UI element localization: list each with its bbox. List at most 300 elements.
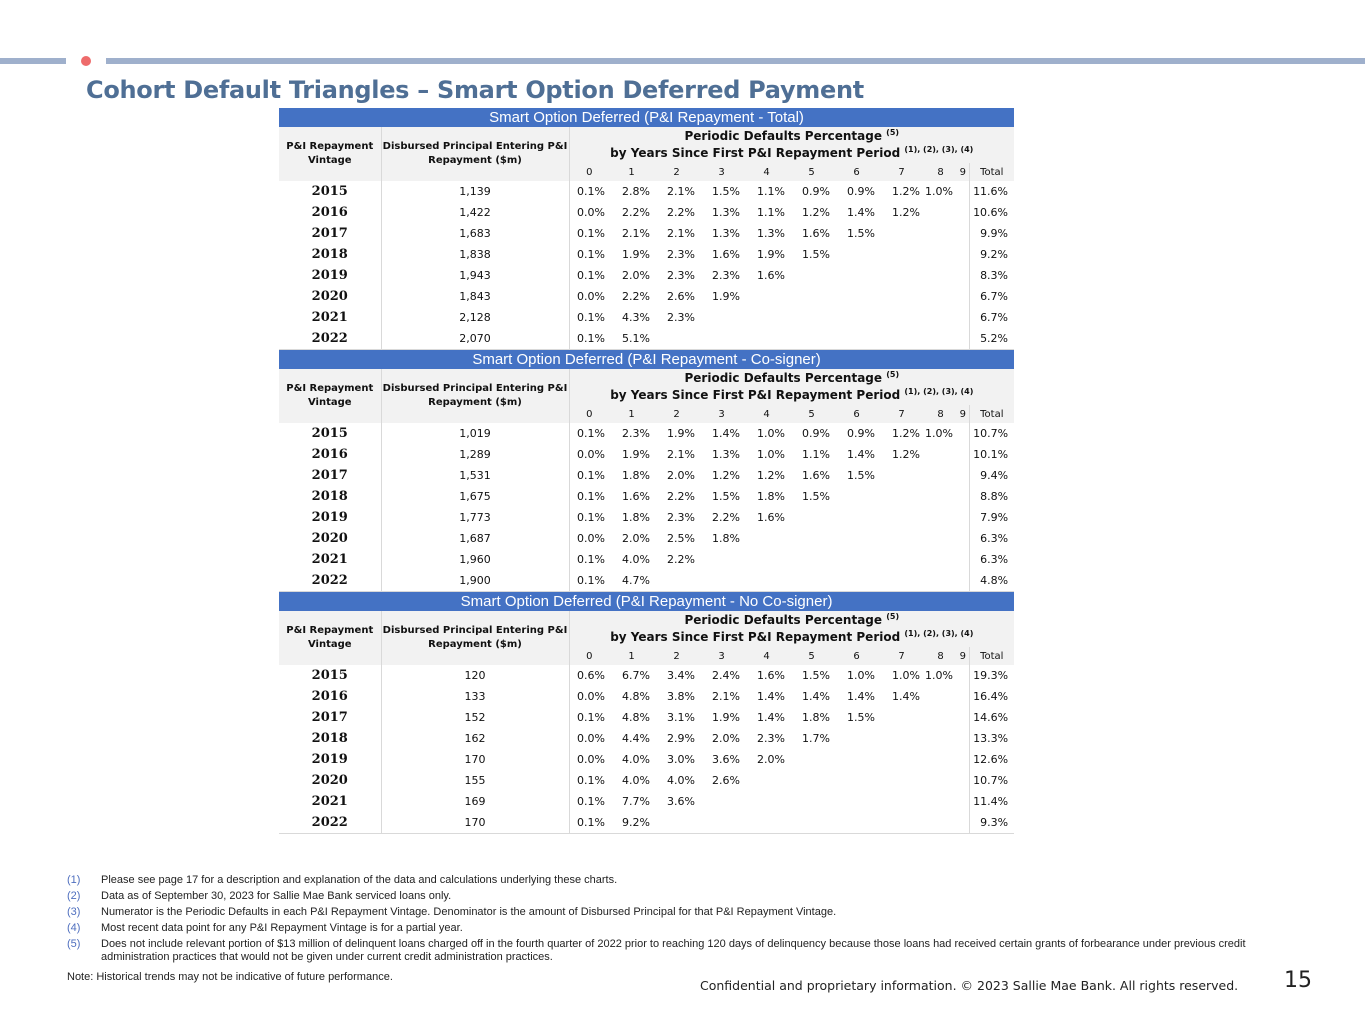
- year-column-header: 4: [744, 163, 789, 181]
- footnote-text: Most recent data point for any P&I Repayment Vintage is for a partial year.: [101, 922, 463, 934]
- default-pct-cell: [744, 570, 789, 592]
- year-column-header: 8: [924, 405, 957, 423]
- default-pct-cell: 4.7%: [609, 570, 654, 592]
- default-pct-cell: [924, 507, 957, 528]
- default-pct-cell: [957, 570, 969, 592]
- default-pct-cell: [957, 202, 969, 223]
- table-banner-row: [279, 108, 1014, 127]
- default-pct-cell: [744, 549, 789, 570]
- default-pct-cell: [879, 465, 924, 486]
- default-pct-cell: 1.8%: [757, 490, 785, 503]
- total-column-header: Total: [969, 647, 1014, 665]
- default-pct-cell: [879, 549, 924, 570]
- table-row: [279, 749, 1014, 770]
- principal-cell: 1,289: [381, 444, 569, 465]
- default-pct-cell: [834, 244, 879, 265]
- total-pct-cell: 10.7%: [969, 423, 1014, 444]
- default-pct-cell: 1.1%: [757, 206, 785, 219]
- default-pct-cell: [957, 728, 969, 749]
- footnote-5: [67, 938, 1307, 964]
- default-pct-cell: [789, 328, 834, 350]
- default-pct-cell: 2.6%: [712, 774, 740, 787]
- table-header-row: [279, 127, 1014, 163]
- default-pct-cell: [924, 791, 957, 812]
- vintage-cell: 2017: [279, 465, 381, 486]
- default-pct-cell: [957, 665, 969, 686]
- default-pct-cell: 2.3%: [757, 732, 785, 745]
- default-pct-cell: 0.9%: [802, 427, 830, 440]
- table-row: [279, 707, 1014, 728]
- year-column-header: 7: [879, 405, 924, 423]
- periodic-defaults-title: [570, 612, 1015, 629]
- principal-cell: 170: [381, 749, 569, 770]
- total-pct-cell: 9.3%: [969, 812, 1014, 834]
- year-column-header: 2: [654, 405, 699, 423]
- default-pct-cell: 0.9%: [847, 427, 875, 440]
- default-pct-cell: 1.4%: [847, 448, 875, 461]
- default-pct-cell: [834, 812, 879, 834]
- footnote-ref: (1), (2), (3), (4): [904, 629, 974, 638]
- default-pct-cell: [924, 812, 957, 834]
- vintage-column-header: P&I Repayment Vintage: [279, 369, 381, 423]
- vintage-cell: 2021: [279, 791, 381, 812]
- vintage-cell: 2021: [279, 307, 381, 328]
- principal-cell: 170: [381, 812, 569, 834]
- total-pct-cell: 10.1%: [969, 444, 1014, 465]
- vintage-cell: 2019: [279, 749, 381, 770]
- default-pct-cell: 0.0%: [577, 206, 605, 219]
- vintage-cell: 2016: [279, 444, 381, 465]
- default-pct-cell: 1.6%: [757, 511, 785, 524]
- default-pct-cell: [879, 770, 924, 791]
- default-pct-cell: [654, 570, 699, 592]
- default-pct-cell: [957, 812, 969, 834]
- top-rule-left: [0, 58, 66, 64]
- table-banner: Smart Option Deferred (P&I Repayment - No Co-signer): [279, 592, 1014, 611]
- default-pct-cell: [744, 812, 789, 834]
- footnote-text: Numerator is the Periodic Defaults in each P&I Repayment Vintage. Denominator is the amount of Disbursed Principal for that P&I Repayment Vintage.: [101, 906, 837, 918]
- periodic-defaults-header: [569, 369, 1014, 405]
- default-pct-cell: 7.7%: [622, 795, 650, 808]
- default-pct-cell: [957, 181, 969, 202]
- top-rule-right: [106, 58, 1365, 64]
- total-pct-cell: 9.9%: [969, 223, 1014, 244]
- default-pct-cell: [789, 749, 834, 770]
- year-column-header: 5: [789, 405, 834, 423]
- default-pct-cell: [957, 686, 969, 707]
- default-pct-cell: [957, 528, 969, 549]
- year-column-header: 5: [789, 647, 834, 665]
- default-pct-cell: 2.0%: [622, 532, 650, 545]
- year-column-header: 3: [699, 405, 744, 423]
- default-pct-cell: [834, 728, 879, 749]
- periodic-defaults-subtitle: [570, 387, 1015, 404]
- default-pct-cell: 2.1%: [667, 227, 695, 240]
- total-pct-cell: 10.6%: [969, 202, 1014, 223]
- footnote-ref: (1), (2), (3), (4): [904, 145, 974, 154]
- default-pct-cell: [957, 244, 969, 265]
- principal-cell: 1,687: [381, 528, 569, 549]
- default-pct-cell: 3.6%: [712, 753, 740, 766]
- default-pct-cell: [834, 749, 879, 770]
- table-row: [279, 328, 1014, 350]
- default-pct-cell: [924, 465, 957, 486]
- year-column-header: 6: [834, 405, 879, 423]
- table-row: [279, 728, 1014, 749]
- default-pct-cell: [834, 770, 879, 791]
- default-pct-cell: [924, 749, 957, 770]
- default-pct-cell: [957, 265, 969, 286]
- default-pct-cell: [924, 202, 957, 223]
- year-column-header: 9: [957, 405, 969, 423]
- default-pct-cell: [924, 444, 957, 465]
- default-pct-cell: [834, 791, 879, 812]
- default-pct-cell: [744, 286, 789, 307]
- vintage-cell: 2022: [279, 812, 381, 834]
- default-pct-cell: 4.4%: [622, 732, 650, 745]
- table-row: [279, 486, 1014, 507]
- year-column-header: 6: [834, 647, 879, 665]
- default-pct-cell: [699, 307, 744, 328]
- default-pct-cell: 1.2%: [892, 206, 920, 219]
- default-pct-cell: 1.5%: [847, 711, 875, 724]
- default-pct-cell: 1.2%: [892, 448, 920, 461]
- footnote-text: Please see page 17 for a description and explanation of the data and calculations underlying these charts.: [101, 874, 618, 886]
- default-pct-cell: [924, 549, 957, 570]
- default-pct-cell: [744, 328, 789, 350]
- year-column-header: 0: [569, 405, 609, 423]
- default-pct-cell: 1.6%: [757, 669, 785, 682]
- footnote-ref: (5): [886, 128, 900, 137]
- default-pct-cell: 1.3%: [757, 227, 785, 240]
- periodic-defaults-title-text: Periodic Defaults Percentage: [684, 613, 887, 627]
- table-row: [279, 570, 1014, 592]
- default-pct-cell: 4.0%: [622, 553, 650, 566]
- default-pct-cell: [879, 307, 924, 328]
- default-pct-cell: 4.0%: [622, 774, 650, 787]
- table-row: [279, 665, 1014, 686]
- default-pct-cell: [789, 286, 834, 307]
- total-pct-cell: 4.8%: [969, 570, 1014, 592]
- default-pct-cell: 0.1%: [577, 490, 605, 503]
- periodic-defaults-subtitle-text: by Years Since First P&I Repayment Period: [610, 630, 905, 644]
- default-pct-cell: [879, 486, 924, 507]
- vintage-cell: 2016: [279, 686, 381, 707]
- year-column-header: 2: [654, 163, 699, 181]
- vintage-cell: 2016: [279, 202, 381, 223]
- principal-cell: 1,773: [381, 507, 569, 528]
- table-banner: Smart Option Deferred (P&I Repayment - Total): [279, 108, 1014, 127]
- default-pct-cell: 2.9%: [667, 732, 695, 745]
- default-pct-cell: 1.5%: [712, 490, 740, 503]
- default-pct-cell: 3.8%: [667, 690, 695, 703]
- year-column-header: 9: [957, 163, 969, 181]
- default-pct-cell: 1.4%: [757, 690, 785, 703]
- default-pct-cell: 1.2%: [712, 469, 740, 482]
- default-pct-cell: 1.9%: [622, 448, 650, 461]
- default-pct-cell: [699, 570, 744, 592]
- default-pct-cell: [879, 528, 924, 549]
- default-pct-cell: 2.1%: [712, 690, 740, 703]
- default-pct-cell: [789, 791, 834, 812]
- table-row: [279, 791, 1014, 812]
- default-pct-cell: 0.1%: [577, 774, 605, 787]
- principal-cell: 162: [381, 728, 569, 749]
- total-pct-cell: 8.8%: [969, 486, 1014, 507]
- page-title: Cohort Default Triangles – Smart Option Deferred Payment: [86, 76, 864, 104]
- default-pct-cell: 2.2%: [712, 511, 740, 524]
- default-pct-cell: 1.4%: [802, 690, 830, 703]
- total-pct-cell: 11.4%: [969, 791, 1014, 812]
- default-pct-cell: 2.2%: [667, 553, 695, 566]
- footnote-1: [67, 874, 1307, 887]
- default-pct-cell: 0.1%: [577, 227, 605, 240]
- default-pct-cell: [957, 486, 969, 507]
- default-pct-cell: 2.3%: [667, 248, 695, 261]
- default-pct-cell: 2.3%: [622, 427, 650, 440]
- total-pct-cell: 11.6%: [969, 181, 1014, 202]
- default-pct-cell: [924, 244, 957, 265]
- default-pct-cell: [924, 486, 957, 507]
- footnote-ref: (5): [886, 612, 900, 621]
- default-pct-cell: 1.9%: [757, 248, 785, 261]
- default-pct-cell: 2.3%: [667, 511, 695, 524]
- default-pct-cell: [879, 223, 924, 244]
- vintage-column-header: P&I Repayment Vintage: [279, 611, 381, 665]
- default-pct-cell: [957, 507, 969, 528]
- vintage-cell: 2020: [279, 286, 381, 307]
- default-pct-cell: [924, 707, 957, 728]
- default-pct-cell: 0.0%: [577, 753, 605, 766]
- default-pct-cell: 0.1%: [577, 511, 605, 524]
- year-column-header: 4: [744, 647, 789, 665]
- default-pct-cell: [789, 570, 834, 592]
- principal-column-header: Disbursed Principal Entering P&I Repayment ($m): [381, 369, 569, 423]
- default-pct-cell: 2.0%: [667, 469, 695, 482]
- page-number: 15: [1284, 968, 1312, 993]
- periodic-defaults-header: [569, 611, 1014, 647]
- table-banner-row: [279, 592, 1014, 611]
- principal-cell: 120: [381, 665, 569, 686]
- vintage-cell: 2017: [279, 223, 381, 244]
- year-column-header: 1: [609, 163, 654, 181]
- footnote-3: [67, 906, 1307, 919]
- principal-cell: 2,128: [381, 307, 569, 328]
- default-pct-cell: 1.5%: [847, 469, 875, 482]
- default-pct-cell: [879, 507, 924, 528]
- default-pct-cell: 1.7%: [802, 732, 830, 745]
- total-pct-cell: 19.3%: [969, 665, 1014, 686]
- default-pct-cell: [879, 328, 924, 350]
- periodic-defaults-subtitle: [570, 629, 1015, 646]
- footnote-2: [67, 890, 1307, 903]
- year-column-header: 1: [609, 647, 654, 665]
- year-column-header: 4: [744, 405, 789, 423]
- default-pct-cell: [789, 770, 834, 791]
- footnote-number: (2): [67, 890, 81, 902]
- disclaimer-note: Note: Historical trends may not be indicative of future performance.: [67, 971, 393, 983]
- default-pct-cell: 2.0%: [712, 732, 740, 745]
- year-column-header: 7: [879, 647, 924, 665]
- principal-cell: 1,139: [381, 181, 569, 202]
- year-column-header: 5: [789, 163, 834, 181]
- default-pct-cell: [699, 549, 744, 570]
- default-pct-cell: 5.1%: [609, 328, 654, 350]
- default-pct-cell: 0.1%: [569, 570, 609, 592]
- default-pct-cell: 1.2%: [892, 185, 920, 198]
- default-pct-cell: 0.1%: [577, 711, 605, 724]
- default-pct-cell: 1.5%: [802, 248, 830, 261]
- principal-cell: 1,675: [381, 486, 569, 507]
- default-pct-cell: 1.9%: [712, 290, 740, 303]
- default-pct-cell: 1.2%: [757, 469, 785, 482]
- default-pct-cell: [957, 465, 969, 486]
- vintage-cell: 2019: [279, 265, 381, 286]
- total-pct-cell: 9.2%: [969, 244, 1014, 265]
- total-pct-cell: 10.7%: [969, 770, 1014, 791]
- default-pct-cell: 1.2%: [802, 206, 830, 219]
- principal-cell: 2,070: [381, 328, 569, 350]
- default-pct-cell: [957, 223, 969, 244]
- default-pct-cell: [879, 286, 924, 307]
- default-pct-cell: [834, 265, 879, 286]
- default-pct-cell: [744, 770, 789, 791]
- default-pct-cell: 1.2%: [892, 427, 920, 440]
- default-pct-cell: 2.0%: [622, 269, 650, 282]
- periodic-defaults-title: [570, 370, 1015, 387]
- default-pct-cell: 3.6%: [667, 795, 695, 808]
- default-pct-cell: [834, 328, 879, 350]
- footnote-number: (1): [67, 874, 81, 886]
- default-pct-cell: 1.6%: [802, 469, 830, 482]
- default-pct-cell: 1.6%: [802, 227, 830, 240]
- default-pct-cell: [924, 307, 957, 328]
- default-pct-cell: [924, 686, 957, 707]
- default-pct-cell: 2.2%: [667, 490, 695, 503]
- default-pct-cell: 0.1%: [577, 185, 605, 198]
- default-pct-cell: 0.1%: [577, 553, 605, 566]
- principal-cell: 169: [381, 791, 569, 812]
- default-pct-cell: [957, 770, 969, 791]
- default-pct-cell: 3.1%: [667, 711, 695, 724]
- default-pct-cell: 2.5%: [667, 532, 695, 545]
- default-pct-cell: 0.0%: [577, 290, 605, 303]
- periodic-defaults-title: [570, 128, 1015, 145]
- default-pct-cell: 1.4%: [892, 690, 920, 703]
- default-pct-cell: 4.8%: [622, 690, 650, 703]
- default-pct-cell: 2.3%: [667, 269, 695, 282]
- default-pct-cell: 0.0%: [577, 690, 605, 703]
- default-pct-cell: 2.4%: [712, 669, 740, 682]
- default-pct-cell: 1.8%: [622, 469, 650, 482]
- default-pct-cell: 0.1%: [569, 328, 609, 350]
- vintage-cell: 2018: [279, 486, 381, 507]
- default-pct-cell: [699, 812, 744, 834]
- default-pct-cell: 2.2%: [622, 290, 650, 303]
- table-row: [279, 307, 1014, 328]
- default-pct-cell: 1.3%: [712, 206, 740, 219]
- periodic-defaults-title-text: Periodic Defaults Percentage: [684, 371, 887, 385]
- principal-cell: 1,838: [381, 244, 569, 265]
- default-pct-cell: 0.1%: [577, 269, 605, 282]
- default-pct-cell: 1.0%: [892, 669, 920, 682]
- total-pct-cell: 12.6%: [969, 749, 1014, 770]
- principal-cell: 133: [381, 686, 569, 707]
- total-pct-cell: 8.3%: [969, 265, 1014, 286]
- year-column-header: 3: [699, 647, 744, 665]
- year-column-header: 7: [879, 163, 924, 181]
- table-banner-row: [279, 350, 1014, 369]
- total-pct-cell: 14.6%: [969, 707, 1014, 728]
- year-column-header: 9: [957, 647, 969, 665]
- footnote-text: Data as of September 30, 2023 for Sallie Mae Bank serviced loans only.: [101, 890, 452, 902]
- confidentiality-notice: Confidential and proprietary information. © 2023 Sallie Mae Bank. All rights reserved.: [700, 978, 1239, 993]
- default-pct-cell: 1.9%: [667, 427, 695, 440]
- default-pct-cell: 1.5%: [712, 185, 740, 198]
- default-pct-cell: 1.4%: [712, 427, 740, 440]
- default-pct-cell: [744, 791, 789, 812]
- table-row: [279, 528, 1014, 549]
- default-pct-cell: [699, 328, 744, 350]
- vintage-cell: 2020: [279, 528, 381, 549]
- default-pct-cell: [957, 423, 969, 444]
- default-pct-cell: 1.6%: [712, 248, 740, 261]
- table-row: [279, 812, 1014, 834]
- default-pct-cell: [879, 728, 924, 749]
- vintage-cell: 2019: [279, 507, 381, 528]
- default-pct-cell: 1.8%: [712, 532, 740, 545]
- default-pct-cell: 1.0%: [925, 427, 953, 440]
- total-pct-cell: 6.3%: [969, 549, 1014, 570]
- default-pct-cell: [879, 570, 924, 592]
- default-pct-cell: 1.1%: [757, 185, 785, 198]
- default-pct-cell: [957, 707, 969, 728]
- default-pct-cell: 0.1%: [577, 248, 605, 261]
- default-pct-cell: 2.2%: [622, 206, 650, 219]
- default-pct-cell: 2.3%: [667, 311, 695, 324]
- default-pct-cell: 1.0%: [757, 427, 785, 440]
- total-pct-cell: 16.4%: [969, 686, 1014, 707]
- cohort-table-1: [279, 108, 1014, 350]
- default-pct-cell: [879, 265, 924, 286]
- principal-cell: 155: [381, 770, 569, 791]
- table-header-row: [279, 369, 1014, 405]
- principal-cell: 1,900: [381, 570, 569, 592]
- default-pct-cell: [879, 707, 924, 728]
- default-pct-cell: 1.0%: [847, 669, 875, 682]
- vintage-cell: 2018: [279, 244, 381, 265]
- default-pct-cell: 1.6%: [622, 490, 650, 503]
- principal-cell: 1,843: [381, 286, 569, 307]
- default-pct-cell: 0.1%: [577, 795, 605, 808]
- default-pct-cell: 4.0%: [667, 774, 695, 787]
- default-pct-cell: 0.0%: [577, 532, 605, 545]
- default-pct-cell: [789, 549, 834, 570]
- default-pct-cell: [834, 528, 879, 549]
- default-pct-cell: [957, 791, 969, 812]
- table-row: [279, 465, 1014, 486]
- default-pct-cell: 1.5%: [847, 227, 875, 240]
- footnote-ref: (1), (2), (3), (4): [904, 387, 974, 396]
- vintage-cell: 2017: [279, 707, 381, 728]
- year-column-header: 3: [699, 163, 744, 181]
- total-pct-cell: 9.4%: [969, 465, 1014, 486]
- vintage-cell: 2018: [279, 728, 381, 749]
- default-pct-cell: [834, 286, 879, 307]
- default-pct-cell: [957, 328, 969, 350]
- default-pct-cell: 1.9%: [712, 711, 740, 724]
- cohort-tables: [279, 108, 1014, 834]
